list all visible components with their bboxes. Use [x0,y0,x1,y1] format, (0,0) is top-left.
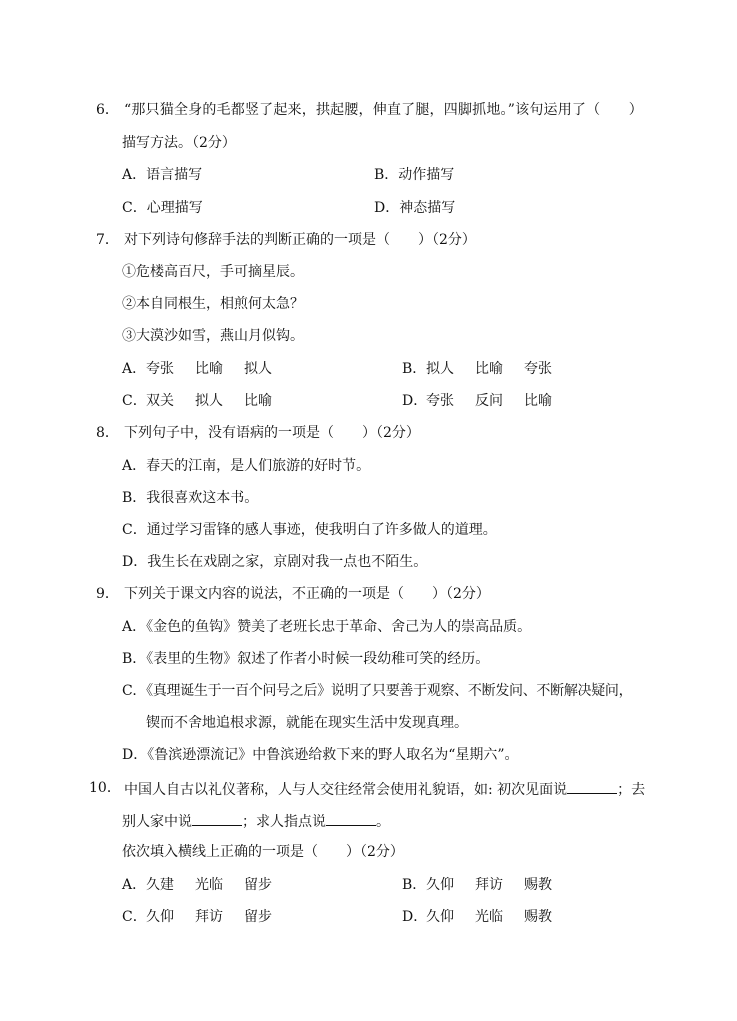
question-9-option-c-continued: 锲而不舍地追根求源，就能在现实生活中发现真理。 [146,715,468,731]
question-6-option-c[interactable]: C．心理描写 [122,200,203,216]
question-9-number: 9． [96,586,119,602]
question-7-stem: 对下列诗句修辞手法的判断正确的一项是（ ）（2分） [124,232,476,248]
question-7-option-b[interactable]: B． 拟人 比喻 夸张 [402,361,552,377]
question-10-number: 10． [89,780,121,796]
question-9-option-a[interactable]: A．《金色的鱼钩》赞美了老班长忠于革命、舍己为人的崇高品质。 [122,619,532,635]
question-9-option-d[interactable]: D．《鲁滨逊漂流记》中鲁滨逊给救下来的野人取名为“星期六”。 [122,747,519,763]
question-10-stem-line-3: 依次填入横线上正确的一项是（ ）（2分） [122,844,404,860]
question-8-option-b[interactable]: B．我很喜欢这本书。 [122,490,259,506]
question-9-stem: 下列关于课文内容的说法，不正确的一项是（ ）（2分） [124,586,490,602]
question-8-number: 8． [96,425,119,441]
question-6-stem-line-1: “那只猫全身的毛都竖了起来，拱起腰，伸直了腿，四脚抓地。”该句运用了（ ） [124,102,643,118]
question-7-number: 7． [96,232,119,248]
blank-first-meeting[interactable] [567,779,617,794]
question-6-stem-line-2: 描写方法。（2分） [122,135,236,151]
question-10-option-b[interactable]: B． 久仰 拜访 赐教 [402,877,552,893]
blank-asking-advice[interactable] [326,811,376,826]
blank-visiting[interactable] [192,811,242,826]
question-10-stem-line-1: 中国人自古以礼仪著称，人与人交往经常会使用礼貌语，如: 初次见面说 ；去 [124,779,645,799]
question-6-option-a[interactable]: A．语言描写 [122,167,203,183]
question-10-option-a[interactable]: A． 久建 光临 留步 [122,877,272,893]
question-8-stem: 下列句子中，没有语病的一项是（ ）（2分） [124,425,420,441]
question-10-stem-line-2: 别人家中说 ；求人指点说 。 [122,811,390,831]
question-7-option-a[interactable]: A． 夸张 比喻 拟人 [122,361,272,377]
question-7-option-d[interactable]: D． 夸张 反问 比喻 [402,393,552,409]
question-10-option-c[interactable]: C． 久仰 拜访 留步 [122,909,272,925]
question-7-poem-3: ③大漠沙如雪，燕山月似钩。 [122,328,304,344]
question-8-option-c[interactable]: C．通过学习雷锋的感人事迹，使我明白了许多做人的道理。 [122,522,497,538]
question-7-poem-2: ②本自同根生，相煎何太急？ [122,296,304,312]
question-7-poem-1: ①危楼高百尺，手可摘星辰。 [122,264,304,280]
question-7-option-c[interactable]: C． 双关 拟人 比喻 [122,393,272,409]
question-6-option-b[interactable]: B．动作描写 [374,167,455,183]
question-10-option-d[interactable]: D． 久仰 光临 赐教 [402,909,552,925]
question-9-option-b[interactable]: B．《表里的生物》叙述了作者小时候一段幼稚可笑的经历。 [122,651,490,667]
question-6-option-d[interactable]: D．神态描写 [374,200,456,216]
question-9-option-c[interactable]: C．《真理诞生于一百个问号之后》说明了只要善于观察、不断发问、不断解决疑问， [122,683,633,699]
question-8-option-a[interactable]: A．春天的江南，是人们旅游的好时节。 [122,458,371,474]
question-6-number: 6． [96,102,119,118]
question-8-option-d[interactable]: D．我生长在戏剧之家，京剧对我一点也不陌生。 [122,554,428,570]
